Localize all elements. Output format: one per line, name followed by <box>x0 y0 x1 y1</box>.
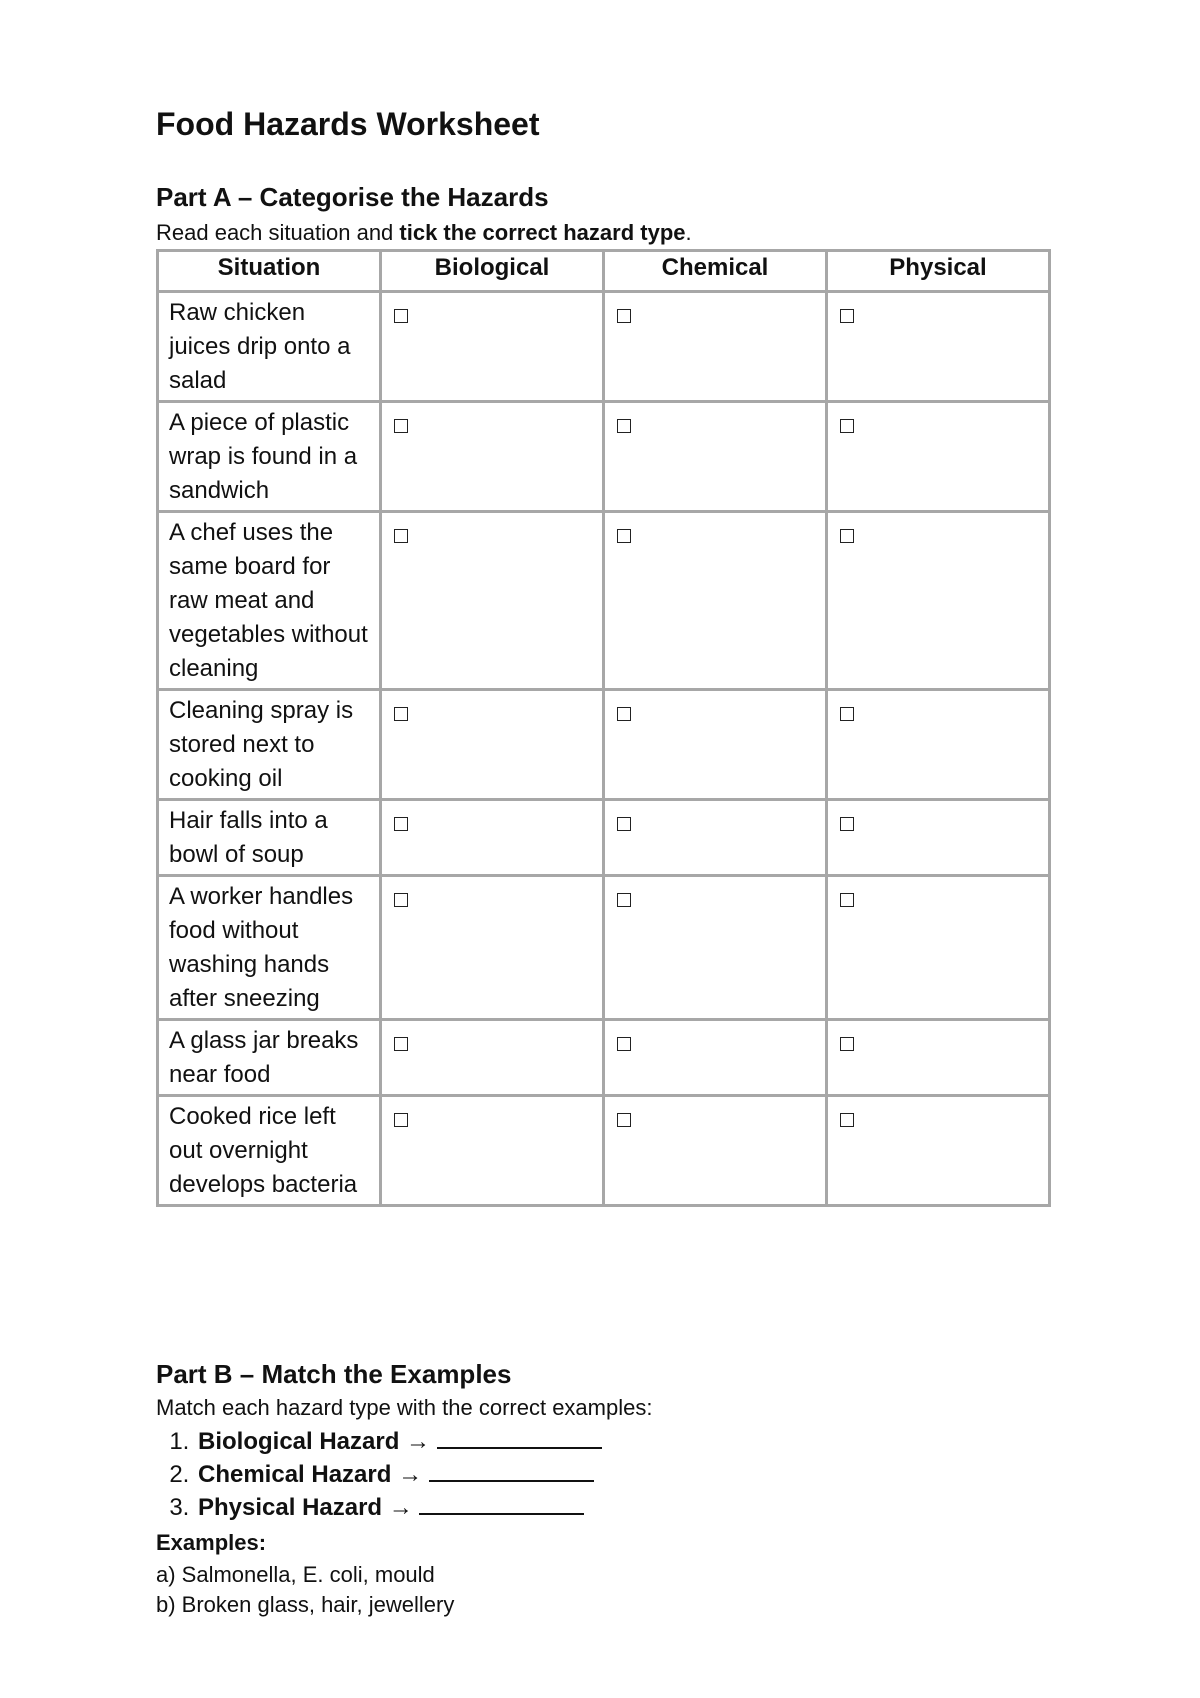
situation-cell: Raw chicken juices drip onto a salad <box>158 292 381 402</box>
cell-physical <box>827 1096 1050 1206</box>
checkbox-chemical[interactable] <box>617 817 631 831</box>
checkbox-physical[interactable] <box>840 419 854 433</box>
answer-blank[interactable] <box>429 1458 594 1482</box>
checkbox-biological[interactable] <box>394 893 408 907</box>
cell-physical <box>827 690 1050 800</box>
checkbox-chemical[interactable] <box>617 309 631 323</box>
cell-physical <box>827 292 1050 402</box>
checkbox-chemical[interactable] <box>617 419 631 433</box>
checkbox-biological[interactable] <box>394 707 408 721</box>
match-label: Chemical Hazard <box>198 1461 392 1488</box>
match-list <box>156 1425 602 1524</box>
cell-physical <box>827 876 1050 1020</box>
checkbox-chemical[interactable] <box>617 1113 631 1127</box>
checkbox-physical[interactable] <box>840 529 854 543</box>
table-row <box>158 876 1050 1020</box>
hazard-table <box>156 249 1051 1207</box>
situation-cell: Cleaning spray is stored next to cooking oil <box>158 690 381 800</box>
example-a: a) Salmonella, E. coli, mould <box>156 1562 435 1587</box>
part-a-instruction <box>156 220 692 246</box>
arrow-icon: → <box>406 1428 431 1455</box>
page-title: Food Hazards Worksheet <box>156 106 540 142</box>
column-header-chemical: Chemical <box>604 251 827 292</box>
checkbox-biological[interactable] <box>394 817 408 831</box>
arrow-icon: → <box>398 1461 423 1488</box>
cell-biological <box>381 876 604 1020</box>
examples-label: Examples: <box>156 1530 267 1555</box>
table-row <box>158 690 1050 800</box>
checkbox-chemical[interactable] <box>617 1037 631 1051</box>
checkbox-biological[interactable] <box>394 1037 408 1051</box>
example-b: b) Broken glass, hair, jewellery <box>156 1592 455 1617</box>
situation-cell: A piece of plastic wrap is found in a sandwich <box>158 402 381 512</box>
part-a-instruction-end: . <box>685 220 692 245</box>
cell-biological <box>381 1020 604 1096</box>
match-item-physical <box>196 1491 602 1524</box>
cell-chemical <box>604 690 827 800</box>
cell-chemical <box>604 876 827 1020</box>
cell-biological <box>381 800 604 876</box>
part-a-instruction-plain: Read each situation and <box>156 220 400 245</box>
checkbox-biological[interactable] <box>394 309 408 323</box>
situation-cell: Hair falls into a bowl of soup <box>158 800 381 876</box>
situation-cell: Cooked rice left out overnight develops bacteria <box>158 1096 381 1206</box>
checkbox-physical[interactable] <box>840 707 854 721</box>
checkbox-chemical[interactable] <box>617 529 631 543</box>
column-header-physical: Physical <box>827 251 1050 292</box>
arrow-icon: → <box>388 1494 413 1521</box>
situation-cell: A worker handles food without washing hands after sneezing <box>158 876 381 1020</box>
cell-chemical <box>604 1096 827 1206</box>
checkbox-biological[interactable] <box>394 1113 408 1127</box>
cell-biological <box>381 1096 604 1206</box>
match-item-chemical <box>196 1458 602 1491</box>
cell-physical <box>827 402 1050 512</box>
part-a-heading: Part A – Categorise the Hazards <box>156 182 549 212</box>
table-row <box>158 402 1050 512</box>
checkbox-biological[interactable] <box>394 529 408 543</box>
cell-biological <box>381 512 604 690</box>
cell-chemical <box>604 1020 827 1096</box>
checkbox-physical[interactable] <box>840 1113 854 1127</box>
checkbox-chemical[interactable] <box>617 893 631 907</box>
part-a-instruction-bold: tick the correct hazard type <box>399 220 686 245</box>
cell-biological <box>381 292 604 402</box>
situation-cell: A glass jar breaks near food <box>158 1020 381 1096</box>
column-header-biological: Biological <box>381 251 604 292</box>
answer-blank[interactable] <box>437 1425 602 1449</box>
cell-biological <box>381 690 604 800</box>
part-b-heading: Part B – Match the Examples <box>156 1359 512 1389</box>
cell-physical <box>827 800 1050 876</box>
cell-chemical <box>604 512 827 690</box>
table-row <box>158 512 1050 690</box>
cell-physical <box>827 1020 1050 1096</box>
checkbox-chemical[interactable] <box>617 707 631 721</box>
cell-chemical <box>604 292 827 402</box>
checkbox-physical[interactable] <box>840 1037 854 1051</box>
cell-physical <box>827 512 1050 690</box>
cell-chemical <box>604 402 827 512</box>
cell-chemical <box>604 800 827 876</box>
match-item-biological <box>196 1425 602 1458</box>
table-row <box>158 292 1050 402</box>
checkbox-physical[interactable] <box>840 817 854 831</box>
checkbox-physical[interactable] <box>840 309 854 323</box>
match-label: Physical Hazard <box>198 1494 383 1521</box>
column-header-situation: Situation <box>158 251 381 292</box>
match-label: Biological Hazard <box>198 1428 400 1455</box>
checkbox-physical[interactable] <box>840 893 854 907</box>
table-row <box>158 800 1050 876</box>
table-row <box>158 1096 1050 1206</box>
answer-blank[interactable] <box>419 1491 584 1515</box>
cell-biological <box>381 402 604 512</box>
checkbox-biological[interactable] <box>394 419 408 433</box>
table-row <box>158 1020 1050 1096</box>
part-b-instruction: Match each hazard type with the correct examples: <box>156 1395 653 1420</box>
situation-cell: A chef uses the same board for raw meat and vegetables without cleaning <box>158 512 381 690</box>
table-header-row <box>158 251 1050 292</box>
